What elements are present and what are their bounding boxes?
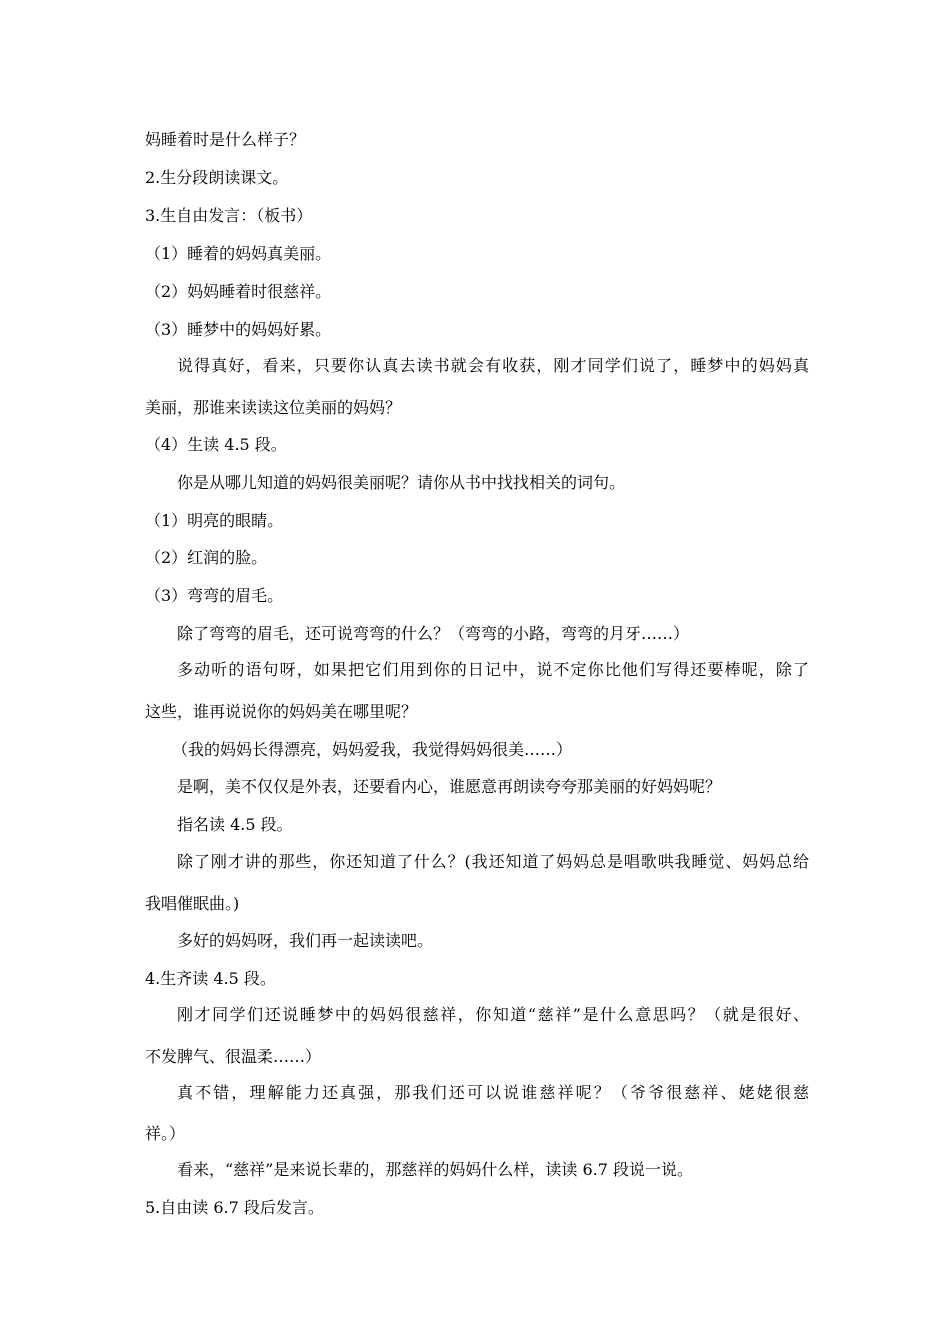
text-line: （2）妈妈睡着时很慈祥。 xyxy=(145,282,332,301)
text-line: 真不错，理解能力还真强，那我们还可以说谁慈祥呢？（爷爷很慈祥、姥姥很慈 xyxy=(177,1083,809,1102)
text-line: 除了弯弯的眉毛，还可说弯弯的什么？（弯弯的小路，弯弯的月牙……） xyxy=(177,624,690,643)
text-line: 多好的妈妈呀，我们再一起读读吧。 xyxy=(177,931,434,950)
text-line: 这些，谁再说说你的妈妈美在哪里呢？ xyxy=(145,702,418,721)
text-line: （3）睡梦中的妈妈好累。 xyxy=(145,320,332,339)
text-line: 不发脾气、很温柔……） xyxy=(145,1047,322,1066)
text-line: （4）生读 4.5 段。 xyxy=(145,435,287,454)
text-line: （3）弯弯的眉毛。 xyxy=(145,586,284,605)
text-line: 我唱催眠曲。) xyxy=(145,894,240,913)
text-line: 2.生分段朗读课文。 xyxy=(145,168,289,187)
text-line: 你是从哪儿知道的妈妈很美丽呢？请你从书中找找相关的词句。 xyxy=(177,473,626,492)
text-line: 除了刚才讲的那些，你还知道了什么？(我还知道了妈妈总是唱歌哄我睡觉、妈妈总给 xyxy=(177,852,809,871)
text-line: 3.生自由发言：（板书） xyxy=(145,206,313,225)
text-line: 4.生齐读 4.5 段。 xyxy=(145,969,276,988)
text-line: （2）红润的脸。 xyxy=(145,548,268,567)
text-line: 多动听的语句呀，如果把它们用到你的日记中，说不定你比他们写得还要棒呢，除了 xyxy=(177,660,809,679)
text-line: 祥。） xyxy=(145,1124,186,1143)
text-line: 说得真好，看来，只要你认真去读书就会有收获，刚才同学们说了，睡梦中的妈妈真 xyxy=(177,356,809,375)
text-line: 刚才同学们还说睡梦中的妈妈很慈祥，你知道“慈祥”是什么意思吗？（就是很好、 xyxy=(177,1005,809,1024)
text-line: 是啊，美不仅仅是外表，还要看内心，谁愿意再朗读夸夸那美丽的好妈妈呢？ xyxy=(177,777,722,796)
text-line: （我的妈妈长得漂亮，妈妈爱我，我觉得妈妈很美……） xyxy=(172,740,573,759)
text-line: 5.自由读 6.7 段后发言。 xyxy=(145,1198,324,1217)
text-line: 妈睡着时是什么样子？ xyxy=(145,130,306,149)
text-line: 美丽，那谁来读读这位美丽的妈妈？ xyxy=(145,398,402,417)
text-line: （1）明亮的眼睛。 xyxy=(145,511,284,530)
text-line: 指名读 4.5 段。 xyxy=(177,815,293,834)
text-line: 看来，“慈祥”是来说长辈的，那慈祥的妈妈什么样，读读 6.7 段说一说。 xyxy=(177,1160,693,1179)
text-line: （1）睡着的妈妈真美丽。 xyxy=(145,244,332,263)
